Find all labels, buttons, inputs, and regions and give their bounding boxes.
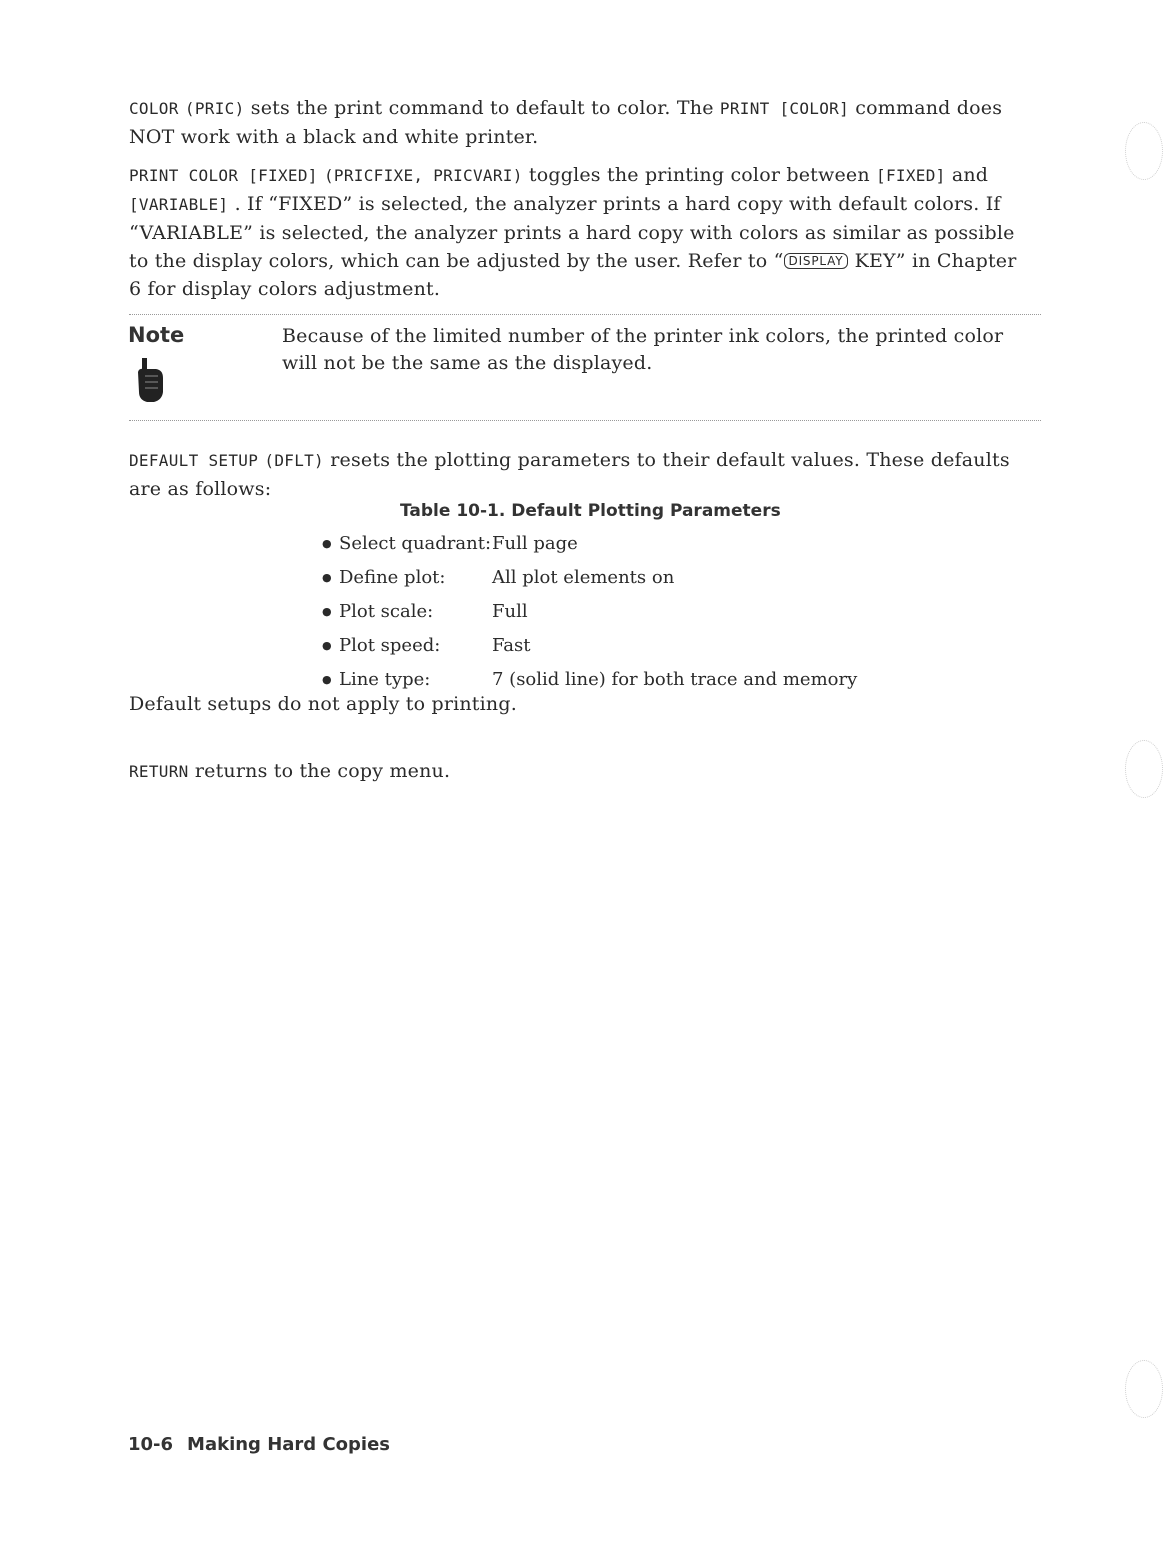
bullet-icon: ●: [322, 571, 332, 584]
parameter-label: Define plot:: [339, 567, 446, 588]
parameter-value: Full: [492, 601, 528, 622]
punch-hole-mark: [1125, 1360, 1163, 1418]
note-label: Note: [128, 323, 185, 347]
note-bottom-rule: [129, 420, 1041, 421]
note-top-rule: [129, 314, 1041, 315]
paragraph-text: returns to the copy menu.: [188, 760, 451, 782]
gpib-code: (DFLT): [264, 451, 324, 470]
paragraph-return: [129, 757, 1034, 786]
parameter-label: Select quadrant:: [339, 533, 492, 554]
parameter-label: Plot scale:: [339, 601, 434, 622]
punch-hole-mark: [1125, 122, 1163, 180]
softkey-fixed: [FIXED]: [876, 166, 946, 185]
paragraph-color: [129, 94, 1034, 151]
bullet-icon: ●: [322, 605, 332, 618]
parameter-label: Line type:: [339, 669, 431, 690]
punch-hole-mark: [1125, 740, 1163, 798]
parameter-value: Full page: [492, 533, 578, 554]
bullet-icon: ●: [322, 673, 332, 686]
parameter-value: Fast: [492, 635, 531, 656]
softkey-print-color-fixed: PRINT COLOR [FIXED]: [129, 166, 318, 185]
page-number: 10-6: [128, 1434, 174, 1455]
gpib-code: (PRICFIXE, PRICVARI): [323, 166, 523, 185]
paragraph-default-setup: [129, 446, 1034, 503]
softkey-default-setup: DEFAULT SETUP: [129, 451, 259, 470]
paragraph-text: and: [945, 164, 989, 186]
page-footer: [128, 1434, 390, 1455]
gpib-code: (PRIC): [184, 99, 245, 118]
parameter-value: 7 (solid line) for both trace and memory: [492, 669, 858, 690]
paragraph-text: . If “FIXED” is selected, the analyzer prints a hard copy with default colors. If “VARIABLE” is selected, the analyzer prints a hard copy with colors as similar as possible to the display colors, which can be adjusted by the user. Refer to “: [129, 193, 1015, 272]
parameter-label: Plot speed:: [339, 635, 441, 656]
note-text: Because of the limited number of the printer ink colors, the printed color will not be the same as the displayed.: [282, 325, 1004, 374]
display-hardkey: DISPLAY: [784, 253, 849, 269]
softkey-color: COLOR: [129, 99, 179, 118]
paragraph-text: sets the print command to default to color. The: [244, 97, 720, 119]
paragraph-text: command does NOT work with a black and white printer.: [129, 97, 1003, 148]
bullet-icon: ●: [322, 639, 332, 652]
softkey-print-color: PRINT [COLOR]: [719, 99, 850, 118]
bullet-icon: ●: [322, 537, 332, 550]
paragraph-text: resets the plotting parameters to their default values. These defaults are as follows:: [129, 449, 1010, 500]
softkey-return: RETURN: [129, 762, 189, 781]
softkey-variable: [VARIABLE]: [129, 195, 229, 214]
paragraph-text: KEY” in Chapter 6 for display colors adjustment.: [129, 250, 1017, 300]
pointing-hand-icon: [136, 356, 166, 410]
paragraph-after-table: Default setups do not apply to printing.: [129, 693, 517, 715]
section-title: Making Hard Copies: [187, 1434, 391, 1455]
table-title: Table 10-1. Default Plotting Parameters: [400, 501, 781, 521]
paragraph-text: toggles the printing color between: [522, 164, 877, 186]
paragraph-print-color: [129, 161, 1034, 303]
parameter-value: All plot elements on: [492, 567, 675, 588]
